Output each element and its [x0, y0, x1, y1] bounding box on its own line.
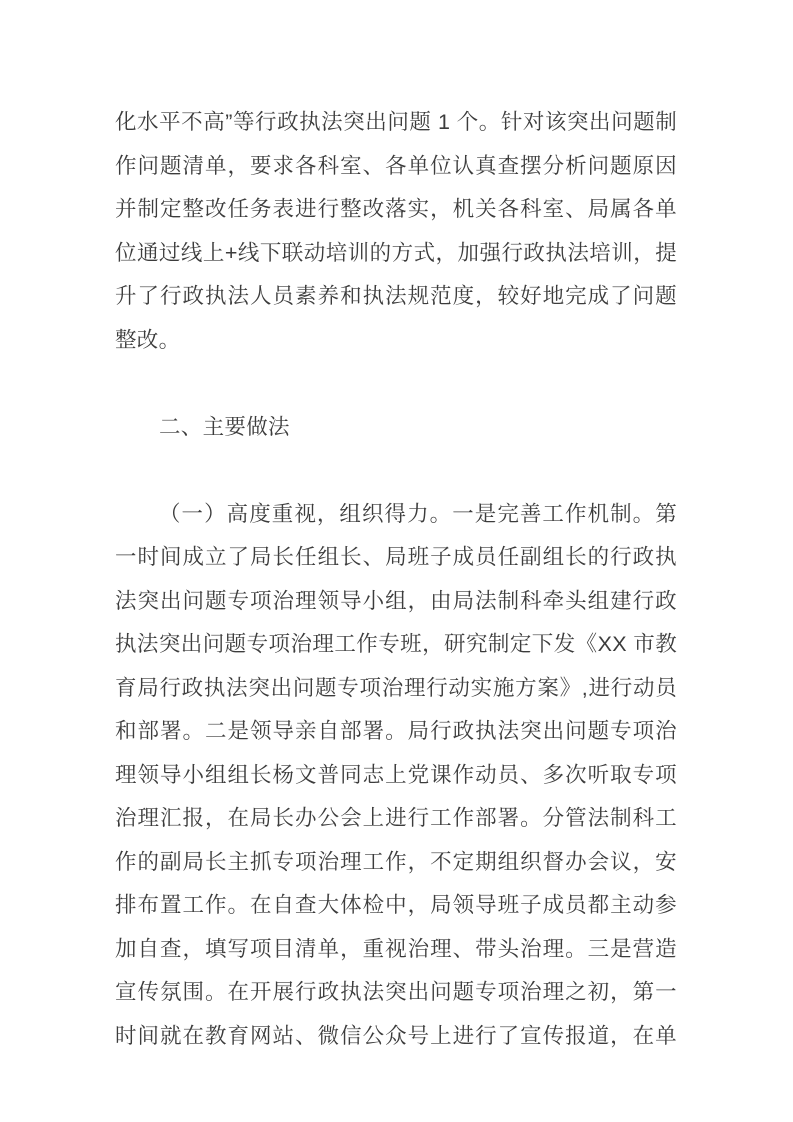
- heading-line: 二、主要做法: [159, 414, 290, 439]
- paragraph-line: 位通过线上+线下联动培训的方式，加强行政执法培训，提: [115, 240, 677, 265]
- paragraph-line: 化水平不高”等行政执法突出问题 1 个。针对该突出问题制: [115, 110, 677, 134]
- paragraph-line: 并制定整改任务表进行整改落实，机关各科室、局属各单: [115, 197, 677, 221]
- paragraph-line: 升了行政执法人员素养和执法规范度，较好地完成了问题: [115, 284, 677, 308]
- paragraph-line: 和部署。二是领导亲自部署。局行政执法突出问题专项治: [115, 719, 677, 743]
- paragraph-line: 作的副局长主抓专项治理工作，不定期组织督办会议，安: [115, 849, 677, 874]
- paragraph-line: 加自查，填写项目清单，重视治理、带头治理。三是营造: [115, 936, 677, 961]
- paragraph-line: 整改。: [115, 327, 181, 352]
- paragraph-line: 理领导小组组长杨文普同志上党课作动员、多次听取专项: [115, 762, 677, 787]
- paragraph-line: 一时间成立了局长任组长、局班子成员任副组长的行政执: [115, 545, 677, 569]
- paragraph-line: 作问题清单，要求各科室、各单位认真查摆分析问题原因: [115, 153, 677, 178]
- paragraph-line: 时间就在教育网站、微信公众号上进行了宣传报道，在单: [115, 1023, 677, 1048]
- paragraph-line: （一）高度重视，组织得力。一是完善工作机制。第: [159, 501, 677, 526]
- paragraph-line: 法突出问题专项治理领导小组，由局法制科牵头组建行政: [115, 588, 677, 613]
- paragraph-line: 育局行政执法突出问题专项治理行动实施方案》,进行动员: [115, 675, 677, 700]
- paragraph-line: 排布置工作。在自查大体检中，局领导班子成员都主动参: [115, 893, 677, 917]
- paragraph-line: 治理汇报，在局长办公会上进行工作部署。分管法制科工: [115, 806, 677, 830]
- document-body: [115, 101, 677, 1058]
- blank-line: [115, 449, 677, 493]
- paragraph-line: 宣传氛围。在开展行政执法突出问题专项治理之初，第一: [115, 980, 677, 1004]
- paragraph-line: 执法突出问题专项治理工作专班，研究制定下发《XX 市教: [115, 632, 677, 656]
- blank-line: [115, 362, 677, 406]
